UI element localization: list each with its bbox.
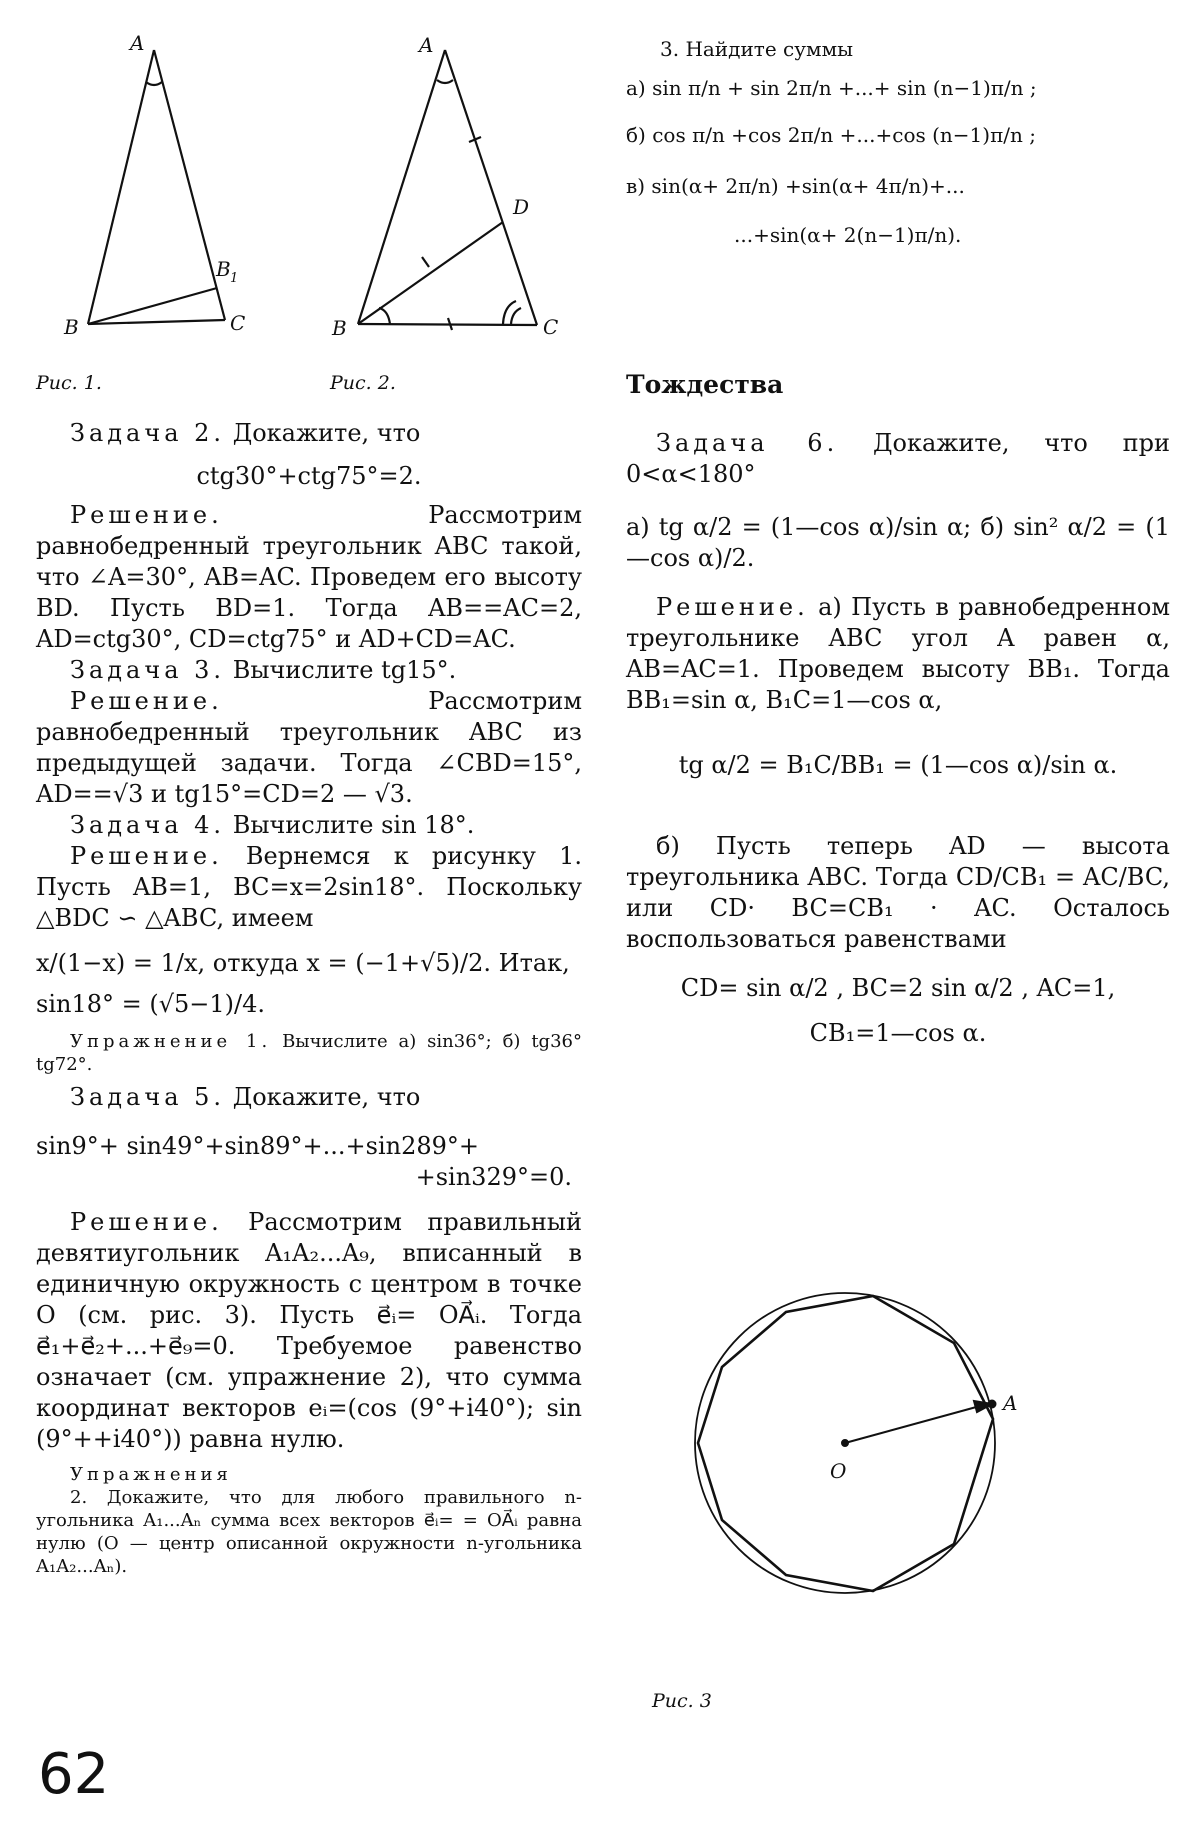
fig2-label-c: C <box>543 315 559 339</box>
left-column <box>36 418 582 1578</box>
exercise3-c1: в) sin(α+ 2π/n) +sin(α+ 4π/n)+... <box>626 174 965 198</box>
task5-title: Задача 5. <box>70 1083 226 1111</box>
task6-eq2: tg α/2 = B₁C/BB₁ = (1—cos α)/sin α. <box>678 751 1118 779</box>
task6-eq3: CD= sin α/2 , BC=2 sin α/2 , AC=1, <box>680 974 1116 1002</box>
right-column <box>626 38 1170 247</box>
exercise2-text: 2. Докажите, что для любого правильного n-угольника A₁...Aₙ сумма всех векторов e⃗ᵢ= = OA⃗ᵢ равна нулю (O — центр описанной окружности n-угольника A₁A₂...Aₙ). <box>36 1487 582 1577</box>
fig3-label-a: A <box>1003 1391 1018 1415</box>
task4-eq: x/(1−x) = 1/x, откуда x = (−1+√5)/2. Итак, <box>36 949 570 977</box>
task4-text: Вычислите sin 18°. <box>232 811 475 839</box>
task5-eq1: sin9°+ sin49°+sin89°+...+sin289°+ <box>36 1132 480 1160</box>
exercise1-word: Упражнение 1. <box>70 1031 272 1052</box>
task6-part-b: б) Пусть теперь AD — высота треугольника ABC. Тогда CD/CB₁ = AC/BC, или CD· BC=CB₁ · AC. Осталось воспользоваться равенствами <box>626 832 1170 953</box>
fig2-caption: Рис. 2. <box>330 372 396 394</box>
exercise1-text: Вычислите а) sin36°; б) tg36° tg72°. <box>36 1031 582 1075</box>
task2-eq: ctg30°+ctg75°=2. <box>196 462 422 490</box>
task2-title: Задача 2. <box>70 419 226 447</box>
figure-2 <box>315 30 575 350</box>
task2-text: Докажите, что <box>232 419 421 447</box>
task5-solution: Рассмотрим правильный девятиугольник A₁A₂...A₉, вписанный в единичную окружность с центром в точке O (см. рис. 3). Пусть e⃗ᵢ= OA⃗ᵢ. Тогда e⃗₁+e⃗₂+...+e⃗₉=0. Требуемое равенство означает (см. упражнение 2), что сумма координат векторов eᵢ=(cos (9°+i40°); sin (9°++i40°)) равна нулю. <box>36 1208 582 1453</box>
fig1-label-b1: B <box>216 257 231 281</box>
task6-title: Задача 6. <box>656 429 839 457</box>
task4-solution-word: Решение. <box>70 842 223 870</box>
fig3-label-o: O <box>830 1459 847 1483</box>
task5-eq2: +sin329°=0. <box>415 1163 572 1191</box>
page-number: 62 <box>38 1742 110 1807</box>
exercise3-c2: ...+sin(α+ 2(n−1)π/n). <box>734 223 962 247</box>
fig2-label-d: D <box>513 195 530 219</box>
task4-eq2: sin18° = (√5−1)/4. <box>36 990 266 1018</box>
exercise3-title: 3. Найдите суммы <box>660 37 854 61</box>
fig1-caption: Рис. 1. <box>36 372 102 394</box>
task4-solution: Вернемся к рисунку 1. Пусть AB=1, BC=x=2sin18°. Поскольку △BDC ∽ △ABC, имеем <box>36 842 582 932</box>
exercise3-b: б) cos π/n +cos 2π/n +...+cos (n−1)π/n ; <box>626 123 1036 147</box>
task6-solution: а) Пусть в равнобедренном треугольнике ABC угол A равен α, AB=AC=1. Проведем высоту BB₁. Тогда BB₁=sin α, B₁C=1—cos α, <box>626 593 1170 714</box>
task6-eq4: CB₁=1—cos α. <box>809 1019 987 1047</box>
task2-solution: Рассмотрим равнобедренный треугольник ABC такой, что ∠A=30°, AB=AC. Проведем его высоту BD. Пусть BD=1. Тогда AB==AC=2, AD=ctg30°, CD=ctg75° и AD+CD=AC. <box>36 501 582 653</box>
exercises-heading: Упражнения <box>70 1464 232 1485</box>
figure-3 <box>690 1290 1020 1610</box>
task3-solution: Рассмотрим равнобедренный треугольник ABC из предыдущей задачи. Тогда ∠CBD=15°, AD==√3 и tg15°=CD=2 — √3. <box>36 687 582 808</box>
fig1-label-b1-sub: 1 <box>230 271 239 286</box>
fig3-caption: Рис. 3 <box>652 1690 712 1712</box>
fig1-label-c: C <box>230 311 246 335</box>
task6-eq: а) tg α/2 = (1—cos α)/sin α; б) sin² α/2 = (1—cos α)/2. <box>626 513 1170 572</box>
task6-solution-word: Решение. <box>656 593 809 621</box>
task3-text: Вычислите tg15°. <box>232 656 457 684</box>
fig2-label-a: A <box>419 33 434 57</box>
exercise3-a: а) sin π/n + sin 2π/n +...+ sin (n−1)π/n ; <box>626 76 1037 100</box>
task6-text: Докажите, что при 0<α<180° <box>626 429 1170 488</box>
task5-text: Докажите, что <box>232 1083 421 1111</box>
task5-solution-word: Решение. <box>70 1208 223 1236</box>
figure-1 <box>60 30 280 350</box>
task3-solution-word: Решение. <box>70 687 223 715</box>
task2-solution-word: Решение. <box>70 501 223 529</box>
fig2-label-b: B <box>332 316 347 340</box>
section-heading: Тождества <box>626 370 784 399</box>
right-column-body <box>626 428 1170 1049</box>
fig1-label-b: B <box>64 315 79 339</box>
task4-title: Задача 4. <box>70 811 226 839</box>
fig1-label-a: A <box>130 31 145 55</box>
task3-title: Задача 3. <box>70 656 226 684</box>
